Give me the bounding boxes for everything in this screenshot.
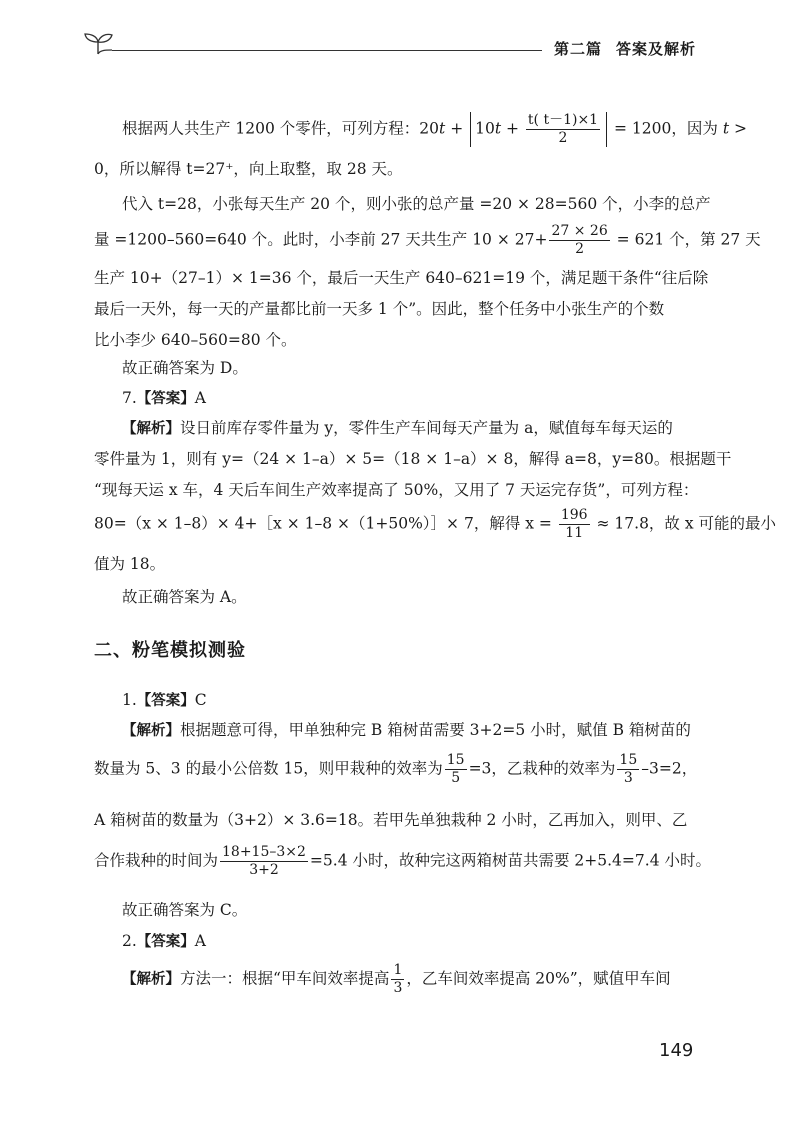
- answer-conclusion: 故正确答案为 C。: [122, 901, 248, 919]
- fraction: $\frac{15}{3}$: [619, 752, 638, 786]
- text-line: 最后一天外，每一天的产量都比前一天多 1 个”。因此，整个任务中小张生产的个数: [94, 300, 665, 318]
- text-line-with-fraction: 合作栽种的时间为 $\frac{18+15-3\times 2}{3+2}$ =5.4 小时，故种完这两箱树苗共需要 2+5.4=7.4 小时。: [94, 844, 711, 878]
- analysis-line: 【解析】设日前库存零件量为 y，零件生产车间每天产量为 a，赋值每车每天运的: [122, 419, 673, 437]
- answer-line-7: 7.【答案】A: [122, 389, 206, 407]
- para-equation-line: 根据两人共生产 1200 个零件，可列方程：20t + 10t + $\frac{t( t-1)\times 1}{2}$ = 1200，因为 t >: [122, 112, 747, 146]
- fraction: $\frac{27 \times 26}{2}$: [551, 223, 608, 257]
- text-line: 零件量为 1，则有 y=（24 × 1–a）× 5=（18 × 1–a）× 8，解得 a=8，y=80。根据题干: [94, 450, 732, 468]
- page-number: 149: [659, 1040, 694, 1061]
- text-line: 生产 10+（27–1）× 1=36 个，最后一天生产 640–621=19 个，满足题干条件“往后除: [94, 269, 709, 287]
- bracket-expression: 10t + $\frac{t( t-1)\times 1}{2}$: [470, 112, 607, 147]
- text-line: “现每天运 x 车，4 天后车间生产效率提高了 50%，又用了 7 天运完存货”，可列方程：: [94, 481, 699, 499]
- text-line-with-fraction: 量 =1200–560=640 个。此时，小李前 27 天共生产 10 × 27+ $\frac{27 \times 26}{2}$ = 621 个，第 27 天: [94, 223, 761, 257]
- text-line: 值为 18。: [94, 555, 166, 573]
- text-line: 代入 t=28，小张每天生产 20 个，则小张的总产量 =20 × 28=560 个，小李的总产: [122, 195, 711, 213]
- answer-conclusion: 故正确答案为 D。: [122, 359, 248, 377]
- answer-conclusion: 故正确答案为 A。: [122, 588, 247, 606]
- fraction: $\frac{t( t-1)\times 1}{2}$: [527, 112, 599, 146]
- fraction: $\frac{15}{5}$: [446, 752, 465, 786]
- answer-line-2: 2.【答案】A: [122, 932, 206, 950]
- answer-line-1: 1.【答案】C: [122, 691, 207, 709]
- section-heading: 二、粉笔模拟测验: [94, 640, 246, 661]
- fraction: $\frac{1}{3}$: [393, 962, 403, 996]
- fraction: $\frac{196}{11}$: [560, 507, 588, 541]
- analysis-line: 【解析】根据题意可得，甲单独种完 B 箱树苗需要 3+2=5 小时，赋值 B 箱树苗的: [122, 721, 691, 739]
- text-line: 0，所以解得 t=27⁺，向上取整，取 28 天。: [94, 160, 403, 178]
- text-line: 比小李少 640–560=80 个。: [94, 331, 297, 349]
- analysis-line-with-fraction: 【解析】方法一：根据“甲车间效率提高 $\frac{1}{3}$ ，乙车间效率提高 20%”，赋值甲车间: [122, 962, 671, 996]
- text-line-with-fraction: 80=（x × 1–8）× 4+［x × 1–8 ×（1+50%）］× 7，解得 x = $\frac{196}{11}$ ≈ 17.8，故 x 可能的最小: [94, 507, 777, 541]
- header-rule: [112, 50, 542, 51]
- fraction: $\frac{18+15-3\times 2}{3+2}$: [222, 844, 306, 878]
- text-line: A 箱树苗的数量为（3+2）× 3.6=18。若甲先单独栽种 2 小时，乙再加入，则甲、乙: [94, 811, 688, 829]
- running-header: [554, 38, 696, 59]
- sprout-icon: [82, 30, 114, 56]
- header-title: 答案及解析: [616, 40, 697, 58]
- header-section: 第二篇: [554, 40, 603, 58]
- text-line-with-fractions: 数量为 5、3 的最小公倍数 15，则甲栽种的效率为 $\frac{15}{5}$ =3，乙栽种的效率为 $\frac{15}{3}$ –3=2，: [94, 752, 698, 786]
